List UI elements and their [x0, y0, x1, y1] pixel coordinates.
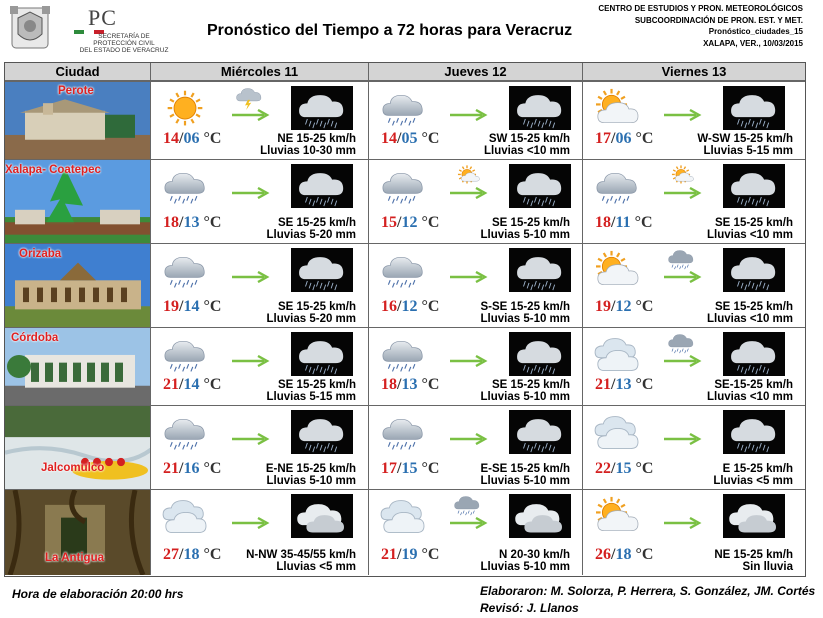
forecast-cell	[583, 244, 805, 327]
max-temp: 17	[595, 130, 611, 147]
column-header-day2: Jueves 12	[369, 63, 583, 81]
min-temp: 12	[401, 298, 418, 315]
column-header-day3: Viernes 13	[583, 63, 805, 81]
cloudy-icon	[379, 496, 427, 538]
forecast-cell	[151, 244, 369, 327]
wind-speed: E-SE 15-25 km/h	[480, 463, 570, 475]
forecast-row	[5, 327, 805, 405]
cloudy-icon	[593, 334, 641, 376]
sun-icon	[161, 88, 209, 130]
max-temp: 16	[381, 298, 397, 315]
min-temp: 15	[401, 460, 418, 477]
city-name: La Antigua	[45, 552, 104, 564]
rain-cloud-icon	[667, 330, 695, 356]
transition-arrow-icon	[663, 270, 703, 282]
forecast-cell	[369, 490, 583, 575]
min-temp: 13	[615, 376, 632, 393]
city-photo	[5, 328, 151, 405]
min-temp: 06	[615, 130, 632, 147]
org-name: SECRETARÍA DE PROTECCIÓN CIVIL DEL ESTADO DE VERACRUZ	[79, 33, 169, 54]
transition-arrow-icon	[449, 432, 489, 444]
partly-cloudy-icon	[593, 496, 641, 538]
min-temp: 13	[183, 214, 200, 231]
night-rain-icon	[723, 86, 785, 130]
transition-arrow-icon	[449, 354, 489, 366]
temp-unit: °C	[421, 546, 440, 563]
night-rain-icon	[291, 248, 353, 292]
rain-cloud-icon	[379, 334, 427, 376]
max-temp: 21	[163, 376, 179, 393]
temp-unit: °C	[635, 298, 654, 315]
temperature: 15/12 °C	[381, 214, 440, 231]
credits	[480, 583, 815, 617]
max-temp: 21	[163, 460, 179, 477]
authors: Elaboraron: M. Solorza, P. Herrera, S. González, JM. Cortés	[480, 584, 816, 598]
temperature: 21/19 °C	[381, 546, 440, 563]
transition-arrow-icon	[449, 108, 489, 120]
temp-unit: °C	[203, 546, 222, 563]
rain-cloud-icon	[161, 250, 209, 292]
night-rain-icon	[723, 248, 785, 292]
rain-amount: Lluvias <5 mm	[713, 475, 793, 487]
transition-arrow-icon	[663, 354, 703, 366]
temp-unit: °C	[635, 130, 654, 147]
temperature: 21/14 °C	[163, 376, 222, 393]
wind-speed: SE 15-25 km/h	[715, 217, 793, 229]
forecast-cell	[369, 328, 583, 405]
min-temp: 14	[183, 298, 200, 315]
rain-amount: Lluvias 5-10 mm	[480, 475, 570, 487]
max-temp: 27	[163, 546, 179, 563]
temperature: 19/12 °C	[595, 298, 654, 315]
temp-unit: °C	[203, 460, 222, 477]
forecast-row	[5, 81, 805, 159]
city-photo	[5, 406, 151, 489]
wind-rain-info	[481, 463, 570, 487]
wind-rain-info	[707, 217, 793, 241]
rain-cloud-icon	[453, 492, 481, 518]
forecast-cell	[151, 328, 369, 405]
rain-amount: Lluvias <10 mm	[707, 313, 793, 325]
wind-speed: N-NW 35-45/55 km/h	[246, 549, 356, 561]
forecast-cell	[369, 406, 583, 489]
night-rain-icon	[723, 332, 785, 376]
rain-cloud-icon	[161, 166, 209, 208]
night-rain-icon	[291, 332, 353, 376]
wind-speed: NE 15-25 km/h	[714, 549, 793, 561]
night-rain-icon	[291, 164, 353, 208]
forecast-cell	[583, 490, 805, 575]
pc-logo	[6, 4, 176, 52]
city-name: Orizaba	[19, 248, 62, 260]
wind-speed: SW 15-25 km/h	[488, 133, 570, 145]
max-temp: 17	[381, 460, 397, 477]
night-cloud-icon	[723, 494, 785, 538]
max-temp: 21	[595, 376, 611, 393]
night-rain-icon	[509, 248, 571, 292]
max-temp: 15	[381, 214, 397, 231]
rain-amount: Lluvias 5-20 mm	[266, 313, 356, 325]
wind-rain-info	[481, 379, 570, 403]
wind-speed: SE 15-25 km/h	[278, 217, 356, 229]
temp-unit: °C	[203, 298, 222, 315]
max-temp: 18	[381, 376, 397, 393]
night-cloud-icon	[291, 494, 353, 538]
temperature: 17/06 °C	[595, 130, 654, 147]
temperature: 21/13 °C	[595, 376, 654, 393]
partly-cloudy-icon	[593, 88, 641, 130]
rain-cloud-icon	[161, 334, 209, 376]
wind-rain-info	[481, 217, 570, 241]
temperature: 27/18 °C	[163, 546, 222, 563]
city-name: Xalapa- Coatepec	[5, 164, 101, 176]
rain-cloud-icon	[161, 412, 209, 454]
forecast-cell	[151, 406, 369, 489]
wind-speed: SE-15-25 km/h	[714, 379, 793, 391]
column-header-day1: Miércoles 11	[151, 63, 369, 81]
rain-amount: Lluvias 10-30 mm	[260, 145, 356, 157]
wind-speed: SE 15-25 km/h	[715, 301, 793, 313]
night-rain-icon	[509, 410, 571, 454]
max-temp: 14	[381, 130, 397, 147]
night-rain-icon	[723, 410, 785, 454]
wind-rain-info	[267, 217, 356, 241]
temp-unit: °C	[203, 130, 222, 147]
min-temp: 06	[183, 130, 200, 147]
max-temp: 21	[381, 546, 397, 563]
wind-rain-info	[246, 549, 356, 573]
pc-logo-text: PC	[88, 5, 117, 30]
city-photo	[5, 490, 151, 575]
temperature: 14/05 °C	[381, 130, 440, 147]
wind-speed: W-SW 15-25 km/h	[697, 133, 793, 145]
forecast-cell	[151, 160, 369, 243]
wind-speed: N 20-30 km/h	[499, 549, 570, 561]
night-rain-icon	[509, 86, 571, 130]
thunderstorm-icon	[235, 84, 263, 110]
rain-cloud-icon	[379, 412, 427, 454]
wind-speed: SE 15-25 km/h	[278, 379, 356, 391]
sun-cloud-icon	[667, 162, 695, 188]
temp-unit: °C	[203, 376, 222, 393]
rain-amount: Lluvias 5-10 mm	[480, 313, 570, 325]
rain-amount: Lluvias 5-15 mm	[703, 145, 793, 157]
rain-amount: Sin lluvia	[742, 561, 793, 573]
rain-cloud-icon	[379, 250, 427, 292]
transition-arrow-icon	[663, 186, 703, 198]
temp-unit: °C	[421, 214, 440, 231]
wind-speed: E 15-25 km/h	[722, 463, 793, 475]
transition-arrow-icon	[231, 108, 271, 120]
temperature: 26/18 °C	[595, 546, 654, 563]
transition-arrow-icon	[231, 354, 271, 366]
min-temp: 16	[183, 460, 200, 477]
rain-amount: Lluvias <10 mm	[707, 229, 793, 241]
min-temp: 12	[401, 214, 418, 231]
night-rain-icon	[723, 164, 785, 208]
temperature: 21/16 °C	[163, 460, 222, 477]
column-header-city: Ciudad	[5, 63, 151, 81]
city-photo	[5, 82, 151, 159]
temperature: 16/12 °C	[381, 298, 440, 315]
forecast-cell	[369, 82, 583, 159]
transition-arrow-icon	[231, 516, 271, 528]
min-temp: 18	[615, 546, 632, 563]
temp-unit: °C	[203, 214, 222, 231]
temperature: 19/14 °C	[163, 298, 222, 315]
forecast-row	[5, 489, 805, 575]
forecast-row	[5, 243, 805, 327]
wind-rain-info	[267, 301, 356, 325]
transition-arrow-icon	[663, 108, 703, 120]
temperature: 18/13 °C	[163, 214, 222, 231]
forecast-cell	[369, 244, 583, 327]
wind-rain-info	[266, 463, 356, 487]
min-temp: 14	[183, 376, 200, 393]
transition-arrow-icon	[231, 432, 271, 444]
wind-rain-info	[714, 549, 793, 573]
rain-amount: Lluvias 5-15 mm	[266, 391, 356, 403]
temp-unit: °C	[635, 546, 654, 563]
temp-unit: °C	[421, 460, 440, 477]
rain-amount: Lluvias 5-10 mm	[480, 391, 570, 403]
forecast-cell	[583, 160, 805, 243]
wind-rain-info	[481, 301, 570, 325]
city-photo	[5, 244, 151, 327]
min-temp: 11	[615, 214, 631, 231]
cloudy-icon	[593, 412, 641, 454]
reviewer: Revisó: J. Llanos	[480, 601, 579, 615]
max-temp: 26	[595, 546, 611, 563]
forecast-row	[5, 405, 805, 489]
city-photo	[5, 160, 151, 243]
rain-cloud-icon	[667, 246, 695, 272]
wind-rain-info	[481, 549, 570, 573]
forecast-row	[5, 159, 805, 243]
transition-arrow-icon	[449, 270, 489, 282]
min-temp: 18	[183, 546, 200, 563]
rain-amount: Lluvias <10 mm	[707, 391, 793, 403]
city-name: Córdoba	[11, 332, 59, 344]
min-temp: 12	[615, 298, 632, 315]
wind-rain-info	[484, 133, 570, 157]
rain-cloud-icon	[379, 166, 427, 208]
rain-amount: Lluvias 5-10 mm	[266, 475, 356, 487]
wind-speed: S-SE 15-25 km/h	[480, 301, 570, 313]
max-temp: 19	[595, 298, 611, 315]
wind-rain-info	[260, 133, 356, 157]
night-rain-icon	[291, 86, 353, 130]
forecast-cell	[583, 406, 805, 489]
wind-rain-info	[713, 463, 793, 487]
page-title: Pronóstico del Tiempo a 72 horas para Veracruz	[207, 22, 573, 39]
wind-speed: SE 15-25 km/h	[278, 301, 356, 313]
wind-rain-info	[267, 379, 356, 403]
max-temp: 18	[595, 214, 611, 231]
temperature: 18/13 °C	[381, 376, 440, 393]
transition-arrow-icon	[663, 516, 703, 528]
max-temp: 19	[163, 298, 179, 315]
forecast-cell	[151, 490, 369, 575]
temp-unit: °C	[421, 130, 440, 147]
night-cloud-icon	[509, 494, 571, 538]
temp-unit: °C	[635, 376, 654, 393]
max-temp: 22	[595, 460, 611, 477]
min-temp: 13	[401, 376, 418, 393]
temperature: 18/11 °C	[595, 214, 653, 231]
night-rain-icon	[509, 164, 571, 208]
min-temp: 15	[615, 460, 632, 477]
rain-amount: Lluvias 5-20 mm	[266, 229, 356, 241]
transition-arrow-icon	[231, 270, 271, 282]
night-rain-icon	[509, 332, 571, 376]
elaboration-time: Hora de elaboración 20:00 hrs	[12, 587, 184, 601]
temperature: 17/15 °C	[381, 460, 440, 477]
temp-unit: °C	[421, 298, 440, 315]
forecast-table	[4, 62, 806, 577]
temperature: 22/15 °C	[595, 460, 654, 477]
rain-cloud-icon	[593, 166, 641, 208]
min-temp: 19	[401, 546, 418, 563]
max-temp: 14	[163, 130, 179, 147]
rain-amount: Lluvias <10 mm	[484, 145, 570, 157]
rain-amount: Lluvias 5-10 mm	[480, 561, 570, 573]
wind-rain-info	[707, 301, 793, 325]
rain-amount: Lluvias <5 mm	[276, 561, 356, 573]
transition-arrow-icon	[231, 186, 271, 198]
cloudy-icon	[161, 496, 209, 538]
wind-speed: E-NE 15-25 km/h	[265, 463, 356, 475]
rain-cloud-icon	[379, 88, 427, 130]
transition-arrow-icon	[663, 432, 703, 444]
night-rain-icon	[291, 410, 353, 454]
wind-speed: SE 15-25 km/h	[492, 217, 570, 229]
wind-speed: NE 15-25 km/h	[277, 133, 356, 145]
temperature: 14/06 °C	[163, 130, 222, 147]
forecast-cell	[151, 82, 369, 159]
transition-arrow-icon	[449, 516, 489, 528]
coat-of-arms-icon	[6, 4, 56, 52]
min-temp: 05	[401, 130, 418, 147]
center-info: CENTRO DE ESTUDIOS Y PRON. METEOROLÓGICOS SUBCOORDINACIÓN DE PRON. EST. Y MET. Pronóstico_ciudades_15 XALAPA, VER., 10/03/2015	[598, 4, 803, 48]
transition-arrow-icon	[449, 186, 489, 198]
partly-cloudy-icon	[593, 250, 641, 292]
temp-unit: °C	[421, 376, 440, 393]
wind-speed: SE 15-25 km/h	[492, 379, 570, 391]
rain-amount: Lluvias 5-10 mm	[480, 229, 570, 241]
wind-rain-info	[697, 133, 793, 157]
wind-rain-info	[707, 379, 793, 403]
forecast-cell	[369, 160, 583, 243]
temp-unit: °C	[634, 214, 653, 231]
city-name: Jalcomulco	[41, 462, 105, 474]
header	[0, 0, 823, 60]
forecast-cell	[583, 82, 805, 159]
max-temp: 18	[163, 214, 179, 231]
temp-unit: °C	[635, 460, 654, 477]
forecast-cell	[583, 328, 805, 405]
city-name: Perote	[58, 85, 94, 97]
sun-cloud-icon	[453, 162, 481, 188]
